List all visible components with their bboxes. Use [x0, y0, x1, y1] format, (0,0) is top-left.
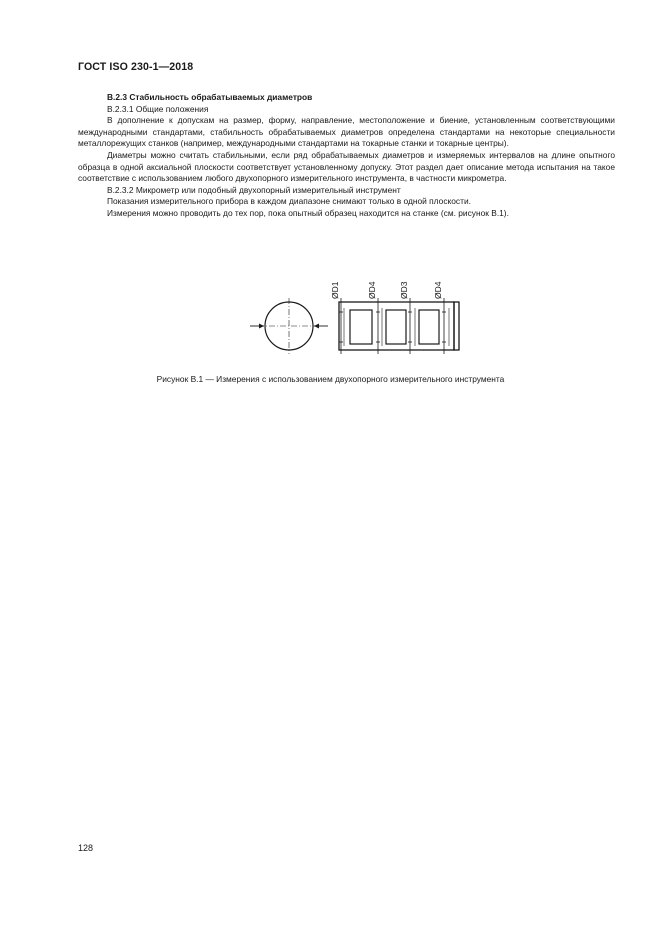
dimension-label-2: ØD4: [367, 281, 377, 299]
test-piece-end: [454, 302, 459, 350]
groove-1: [350, 310, 372, 344]
measurement-drawing: [240, 272, 472, 372]
section-body: [78, 92, 615, 220]
section-heading: B.2.3 Стабильность обрабатываемых диаметров: [107, 92, 313, 102]
page-header-doc-code: ГОСТ ISO 230-1—2018: [78, 61, 194, 73]
dimension-label-4: ØD4: [433, 281, 443, 299]
dimension-label-1: ØD1: [330, 281, 340, 299]
dimension-label-3: ØD3: [399, 281, 409, 299]
page-number: 128: [78, 843, 94, 853]
paragraph-4: Измерения можно проводить до тех пор, пока опытный образец находится на станке (см. рисунок В.1).: [107, 207, 509, 218]
right-contact-arrow: [314, 324, 319, 329]
figure-caption: Рисунок В.1 — Измерения с использованием двухопорного измерительного инструмента: [156, 374, 505, 384]
groove-3: [419, 310, 439, 344]
paragraph-3: Показания измерительного прибора в каждом диапазоне снимают только в одной плоскости.: [107, 196, 471, 207]
test-piece-outline: [339, 302, 454, 350]
left-contact-arrow: [259, 324, 264, 329]
paragraph-1: В дополнение к допускам на размер, форму, направление, местоположение и биение, установленным соответствующими международными стандартами, стабильность обрабатываемых диаметров определена стандартами на некоторые специальности металлорежущих станков (например, международными стандартами на токарные станки и токарные центры).: [78, 115, 615, 149]
subheading-general: B.2.3.1 Общие положения: [107, 103, 209, 114]
figure-b1: [240, 272, 472, 372]
groove-2: [386, 310, 406, 344]
subheading-micrometer: B.2.3.2 Микрометр или подобный двухопорный измерительный инструмент: [107, 184, 401, 195]
paragraph-2: Диаметры можно считать стабильными, если ряд обрабатываемых диаметров и измеряемых интервалов на длине опытного образца в одной аксиальной плоскости соответствует установленному допуску. Этот раздел дает описание метода испытания на такое соответствие с использованием любого двухопорного измерительного инструмента, в частности микрометра.: [78, 149, 615, 184]
